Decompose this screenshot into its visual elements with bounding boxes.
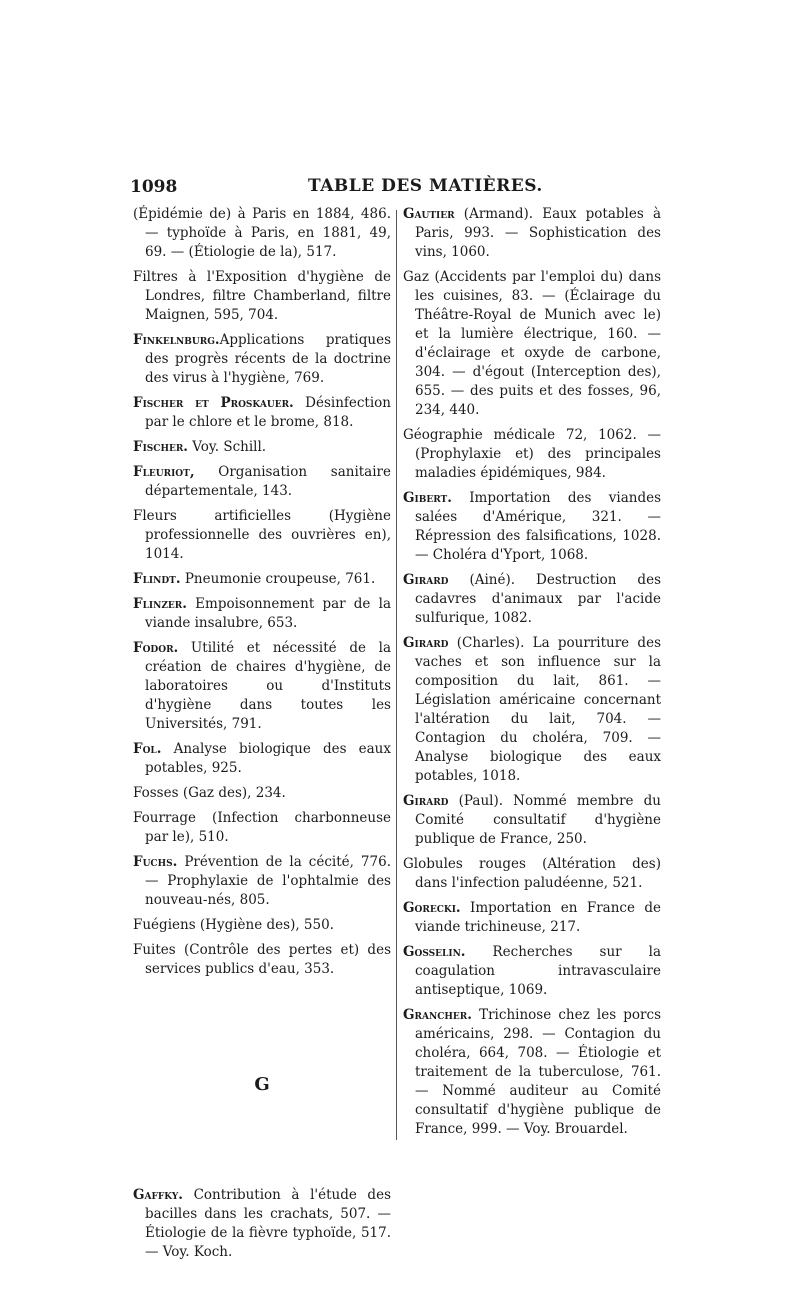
entry-name: Fuchs.: [133, 854, 178, 870]
index-entry: [403, 855, 661, 893]
index-entry: [403, 792, 661, 849]
entry-name: Girard: [403, 793, 449, 809]
index-entry: [403, 943, 661, 1000]
entry-name: Grancher.: [403, 1007, 472, 1023]
index-entry: [133, 331, 391, 388]
entry-text: Désinfection par le chlore et le brome, 818.: [145, 395, 391, 430]
entry-name: Girard: [403, 572, 449, 588]
index-entry: [133, 740, 391, 778]
entry-text: Organisation sanitaire départementale, 143.: [145, 464, 391, 499]
index-entry: [133, 916, 391, 935]
entry-text: Importation en France de viande trichineuse, 217.: [415, 900, 661, 935]
entry-name: Fodor.: [133, 640, 179, 656]
index-entry: [133, 268, 391, 325]
index-entry: [133, 394, 391, 432]
entry-text: Voy. Schill.: [188, 439, 267, 455]
entry-text: Fleurs artificielles (Hygiène professionnelle des ouvrières en), 1014.: [133, 508, 391, 562]
index-entry: [133, 784, 391, 803]
index-entry: [133, 570, 391, 589]
entry-text: Fosses (Gaz des), 234.: [133, 785, 286, 801]
index-entry: [133, 809, 391, 847]
index-entry: [403, 268, 661, 420]
running-head: TABLE DES MATIÈRES.: [308, 176, 543, 196]
entry-name: Gautier: [403, 206, 455, 222]
entry-name: Fischer.: [133, 439, 188, 455]
entry-text: Géographie médicale 72, 1062. — (Prophylaxie et) des principales maladies épidémiques, 984.: [403, 427, 661, 481]
entry-text: (Charles). La pourriture des vaches et son influence sur la composition du lait, 861. — Législation américaine concernant l'altération du lait, 704. — Contagion du choléra, 709. — Analyse biologique des eaux potables, 1018.: [415, 635, 661, 784]
index-entry: [403, 426, 661, 483]
page-number: 1098: [130, 177, 178, 197]
index-entry: [133, 595, 391, 633]
entry-text: (Épidémie de) à Paris en 1884, 486. — typhoïde à Paris, en 1881, 49, 69. — (Étiologie de la), 517.: [133, 206, 391, 260]
entry-text: Utilité et nécessité de la création de chaires d'hygiène, de laboratoires ou d'Instituts d'hygiène dans toutes les Universités, 791.: [145, 640, 391, 732]
left-column: [133, 205, 391, 1268]
left-entries: [133, 205, 391, 979]
entry-text: Recherches sur la coagulation intravasculaire antiseptique, 1069.: [415, 944, 661, 998]
entry-text: Importation des viandes salées d'Amérique, 321. — Répression des falsifications, 1028. — Choléra d'Yport, 1068.: [415, 490, 661, 563]
entry-name: Gorecki.: [403, 900, 461, 916]
index-entry: [133, 438, 391, 457]
index-entry: [403, 571, 661, 628]
index-entry: [403, 489, 661, 565]
entry-text: Analyse biologique des eaux potables, 925.: [145, 741, 391, 776]
entry-name: Fischer et Proskauer.: [133, 395, 294, 411]
entry-text: (Armand). Eaux potables à Paris, 993. — Sophistication des vins, 1060.: [415, 206, 661, 260]
entry-name: Gosselin.: [403, 944, 466, 960]
index-entry: [133, 507, 391, 564]
index-entry: [133, 463, 391, 501]
entry-text: Globules rouges (Altération des) dans l'infection paludéenne, 521.: [403, 856, 661, 891]
entry-text: Fuégiens (Hygiène des), 550.: [133, 917, 334, 933]
entry-name: Finkelnburg.: [133, 332, 220, 348]
index-entry: [133, 941, 391, 979]
section-letter: G: [254, 1074, 270, 1095]
entry-name: Flindt.: [133, 571, 181, 587]
index-entry: [133, 639, 391, 734]
entry-text: Filtres à l'Exposition d'hygiène de Londres, filtre Chamberland, filtre Maignen, 595, 704.: [133, 269, 391, 323]
index-entry: [403, 1006, 661, 1139]
entry-text: Trichinose chez les porcs américains, 298. — Contagion du choléra, 664, 708. — Étiologie et traitement de la tuberculose, 761. — Nommé auditeur au Comité consultatif d'hygiène publique de France, 999. — Voy. Brouardel.: [415, 1007, 661, 1137]
index-entry: [133, 1186, 391, 1262]
entry-text: (Paul). Nommé membre du Comité consultatif d'hygiène publique de France, 250.: [415, 793, 661, 847]
entry-text: Fuites (Contrôle des pertes et) des services publics d'eau, 353.: [133, 942, 391, 977]
index-entry: [403, 634, 661, 786]
entry-name: Gaffky.: [133, 1187, 183, 1203]
entry-text: (Ainé). Destruction des cadavres d'animaux par l'acide sulfurique, 1082.: [415, 572, 661, 626]
index-entry: [133, 853, 391, 910]
entry-text: Gaz (Accidents par l'emploi du) dans les cuisines, 83. — (Éclairage du Théâtre-Royal de Munich avec le) et la lumière électrique, 160. — d'éclairage et oxyde de carbone, 304. — d'égout (Interception des), 655. — des puits et des fosses, 96, 234, 440.: [403, 269, 661, 418]
right-entries: [403, 205, 661, 1139]
column-divider: [396, 210, 397, 1140]
entry-text: Contribution à l'étude des bacilles dans les crachats, 507. — Étiologie de la fièvre typhoïde, 517. — Voy. Koch.: [145, 1187, 391, 1260]
entry-text: Applications pratiques des progrès récents de la doctrine des virus à l'hygiène, 769.: [145, 332, 391, 386]
entry-text: Prévention de la cécité, 776. — Prophylaxie de l'ophtalmie des nouveau-nés, 805.: [145, 854, 391, 908]
entry-name: Fol.: [133, 741, 162, 757]
left-after-letter: [133, 1186, 391, 1262]
entry-name: Fleuriot,: [133, 464, 195, 480]
index-entry: [133, 205, 391, 262]
entry-text: Fourrage (Infection charbonneuse par le), 510.: [133, 810, 391, 845]
entry-name: Flinzer.: [133, 596, 187, 612]
right-column: [403, 205, 661, 1145]
entry-text: Pneumonie croupeuse, 761.: [180, 571, 376, 587]
entry-name: Girard: [403, 635, 449, 651]
entry-text: Empoisonnement par de la viande insalubre, 653.: [145, 596, 391, 631]
index-entry: [403, 899, 661, 937]
entry-name: Gibert.: [403, 490, 452, 506]
index-entry: [403, 205, 661, 262]
